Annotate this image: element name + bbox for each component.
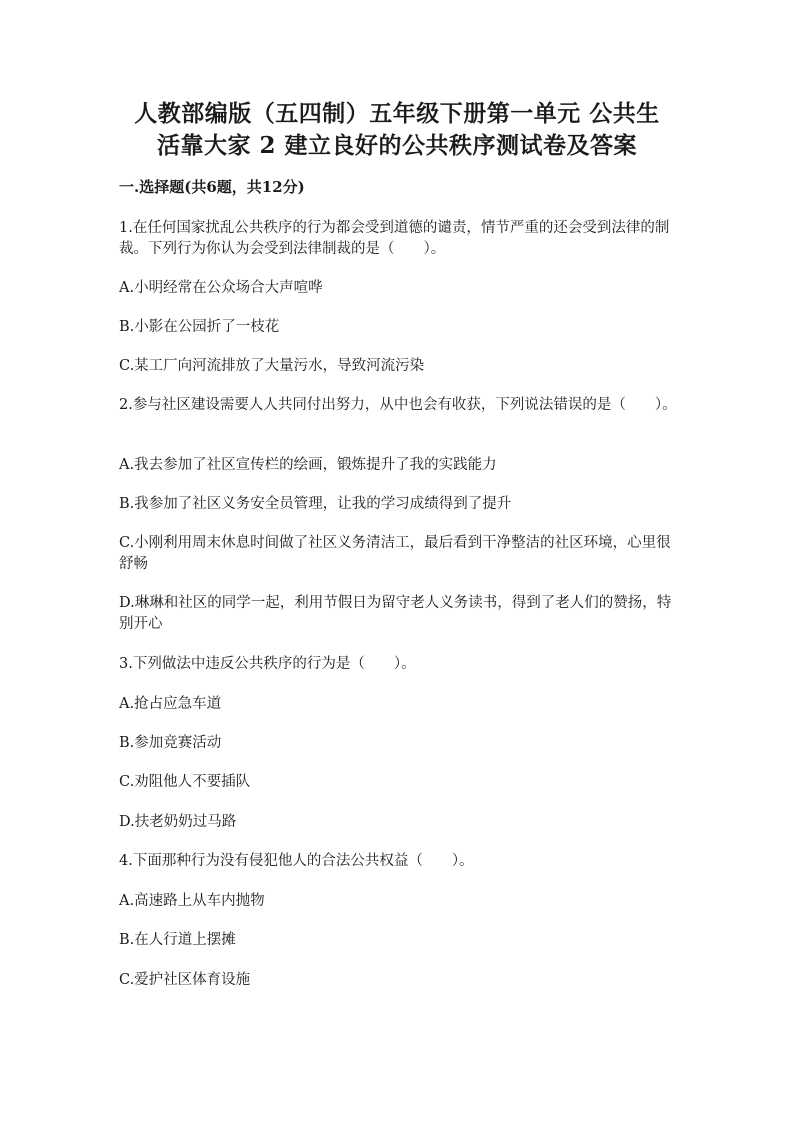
- question-2-option-b: B.我参加了社区义务安全员管理，让我的学习成绩得到了提升: [119, 496, 512, 512]
- question-3-option-d: D.扶老奶奶过马路: [119, 814, 237, 830]
- question-2-stem: 2.参与社区建设需要人人共同付出努力，从中也会有收获，下列说法错误的是（ ）。: [119, 397, 677, 413]
- question-3-option-a: A.抢占应急车道: [119, 696, 222, 712]
- question-4-option-a: A.高速路上从车内抛物: [119, 893, 265, 909]
- question-1-option-c: C.某工厂向河流排放了大量污水，导致河流污染: [119, 358, 425, 374]
- section-heading: 一.选择题(共6题，共12分): [119, 178, 305, 196]
- question-3-stem: 3.下列做法中违反公共秩序的行为是（ ）。: [119, 656, 416, 672]
- question-2-option-d: D.琳琳和社区的同学一起，利用节假日为留守老人义务读书，得到了老人们的赞扬，特别开心: [119, 595, 672, 632]
- question-4-option-c: C.爱护社区体育设施: [119, 972, 251, 988]
- document-title-line-2: 活靠大家 2 建立良好的公共秩序测试卷及答案: [156, 132, 638, 159]
- question-2-option-c: C.小刚利用周末休息时间做了社区义务清洁工，最后看到干净整洁的社区环境，心里很舒畅: [119, 535, 671, 572]
- question-4-stem: 4.下面那种行为没有侵犯他人的合法公共权益（ ）。: [119, 853, 474, 869]
- question-2-option-a: A.我去参加了社区宣传栏的绘画，锻炼提升了我的实践能力: [119, 457, 497, 473]
- question-1-option-b: B.小影在公园折了一枝花: [119, 319, 280, 335]
- question-1-option-a: A.小明经常在公众场合大声喧哗: [119, 280, 323, 296]
- document-title-line-1: 人教部编版（五四制）五年级下册第一单元 公共生: [134, 100, 660, 127]
- question-3-option-b: B.参加竞赛活动: [119, 735, 222, 751]
- question-4-option-b: B.在人行道上摆摊: [119, 932, 236, 948]
- question-3-option-c: C.劝阻他人不要插队: [119, 774, 251, 790]
- question-1-stem: 1.在任何国家扰乱公共秩序的行为都会受到道德的谴责，情节严重的还会受到法律的制裁。下列行为你认为会受到法律制裁的是（ ）。: [119, 220, 670, 257]
